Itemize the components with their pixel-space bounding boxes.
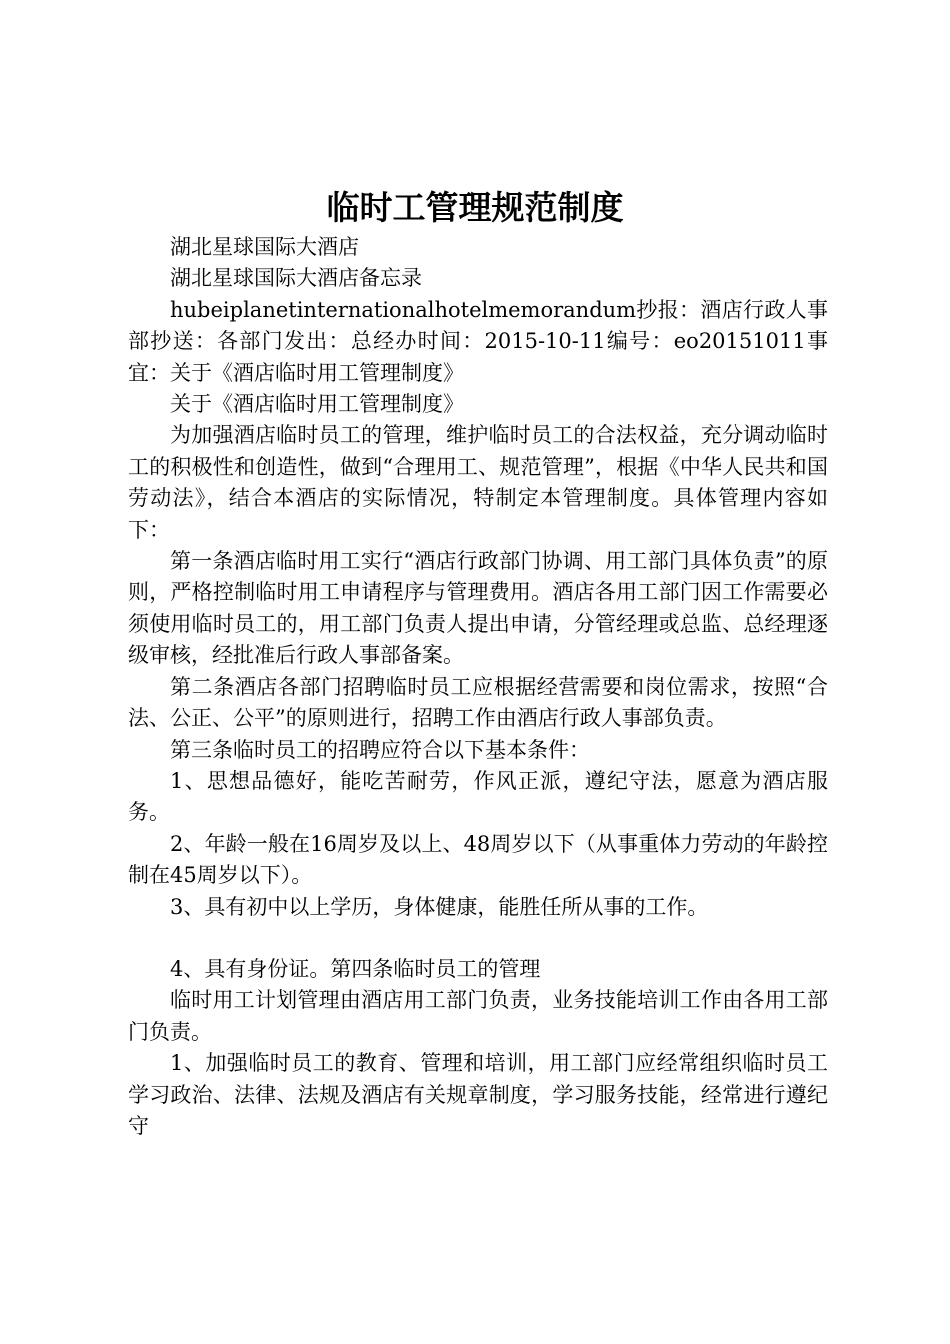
memo-header-paragraph: hubeiplanetinternationalhotelmemorandum抄报：酒店行政人事部抄送：各部门发出：总经办时间：2015-10-11编号：eo20151011事宜：关于《酒店临时用工管理制度》 [128,297,828,385]
article-1-paragraph: 第一条酒店临时用工实行“酒店行政部门协调、用工部门具体负责”的原则，严格控制临时用工申请程序与管理费用。酒店各用工部门因工作需要必须使用临时员工的，用工部门负责人提出申请，分管经理或总监、总经理逐级审核，经批准后行政人事部备案。 [128,549,828,668]
subject-line: 关于《酒店临时用工管理制度》 [170,392,464,417]
management-item-1-paragraph: 1、加强临时员工的教育、管理和培训，用工部门应经常组织临时员工学习政治、法律、法规及酒店有关规章制度，学习服务技能，经常进行遵纪守 [128,1051,828,1138]
intro-paragraph: 为加强酒店临时员工的管理，维护临时员工的合法权益，充分调动临时工的积极性和创造性，做到“合理用工、规范管理”，根据《中华人民共和国劳动法》，结合本酒店的实际情况，特制定本管理制度。具体管理内容如下： [128,423,828,542]
document-body [128,232,828,1142]
condition-3-paragraph: 3、具有初中以上学历，身体健康，能胜任所从事的工作。 [170,894,709,919]
hotel-name-line: 湖北星球国际大酒店 [170,235,359,259]
condition-1-paragraph: 1、思想品德好，能吃苦耐劳，作风正派，遵纪守法，愿意为酒店服务。 [128,768,828,825]
memo-heading-line: 湖北星球国际大酒店备忘录 [170,266,422,291]
condition-2-paragraph: 2、年龄一般在16周岁及以上、48周岁以下（从事重体力劳动的年龄控制在45周岁以下）。 [128,831,828,888]
planning-paragraph: 临时用工计划管理由酒店用工部门负责，业务技能培训工作由各用工部门负责。 [128,988,828,1044]
document-title: 临时工管理规范制度 [326,188,624,227]
article-2-paragraph: 第二条酒店各部门招聘临时员工应根据经营需要和岗位需求，按照“合法、公正、公平”的原则进行，招聘工作由酒店行政人事部负责。 [128,674,828,731]
article-3-paragraph: 第三条临时员工的招聘应符合以下基本条件： [170,737,590,762]
condition-4-paragraph: 4、具有身份证。第四条临时员工的管理 [170,956,541,981]
